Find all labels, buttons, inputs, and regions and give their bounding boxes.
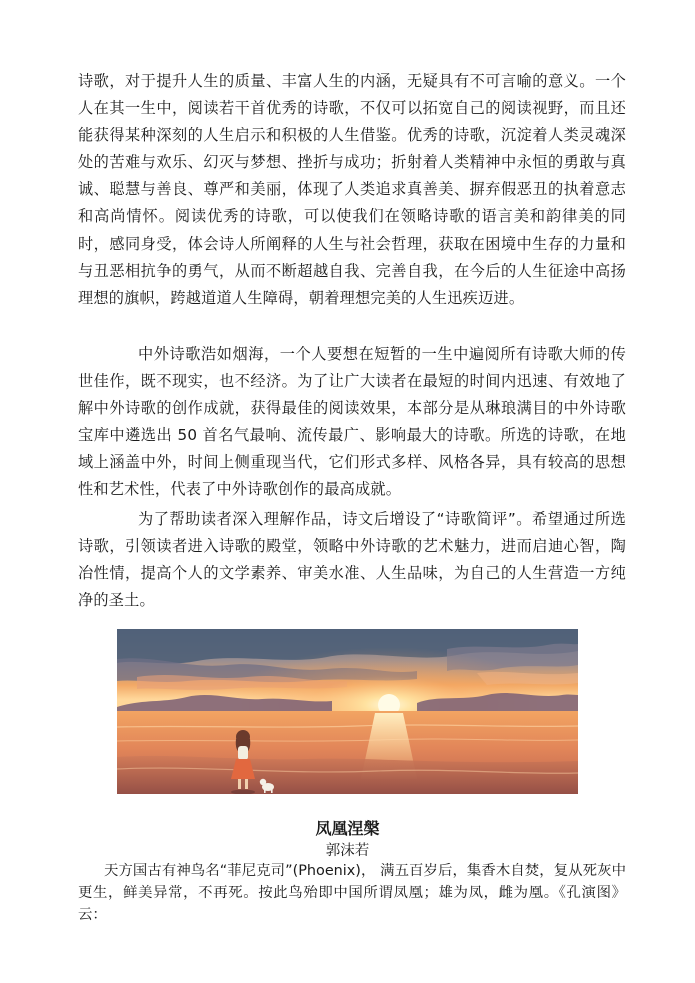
sunset-beach-girl-illustration: [117, 629, 578, 794]
body-paragraph-2: 中外诗歌浩如烟海，一个人要想在短暂的一生中遍阅所有诗歌大师的传世佳作，既不现实，也不经济。为了让广大读者在最短的时间内迅速、有效地了解中外诗歌的创作成就，获得最佳的阅读效果，本部分是从琳琅满目的中外诗歌宝库中遴选出 50 首名气最响、流传最广、影响最大的诗歌。所选的诗歌，在地域上涵盖中外，时间上侧重现当代，它们形式多样、风格各异，具有较高的思想性和艺术性，代表了中外诗歌创作的最高成就。: [78, 345, 626, 499]
poem-author: 郭沫若: [325, 843, 370, 859]
poem-intro: 天方国古有神鸟名“菲尼克司”(Phoenix)， 满五百岁后，集香木自焚，复从死灰中更生，鲜美异常，不再死。按此鸟殆即中国所谓凤凰；雄为凤，雌为凰。《孔演图》云：: [78, 863, 626, 923]
body-paragraph-1: 诗歌，对于提升人生的质量、丰富人生的内涵，无疑具有不可言喻的意义。一个人在其一生中，阅读若干首优秀的诗歌，不仅可以拓宽自己的阅读视野，而且还能获得某种深刻的人生启示和积极的人生借鉴。优秀的诗歌，沉淀着人类灵魂深处的苦难与欢乐、幻灭与梦想、挫折与成功；折射着人类精神中永恒的勇敢与真诚、聪慧与善良、尊严和美丽，体现了人类追求真善美、摒弃假恶丑的执着意志和高尚情怀。阅读优秀的诗歌，可以使我们在领略诗歌的语言美和韵律美的同时，感同身受，体会诗人所阐释的人生与社会哲理，获取在困境中生存的力量和与丑恶相抗争的勇气，从而不断超越自我、完善自我，在今后的人生征途中高扬理想的旗帜，跨越道道人生障碍，朝着理想完美的人生迅疾迈进。: [78, 72, 626, 307]
body-paragraph-3: 为了帮助读者深入理解作品，诗文后增设了“诗歌简评”。希望通过所选诗歌，引领读者进入诗歌的殿堂，领略中外诗歌的艺术魅力，进而启迪心智，陶冶性情，提高个人的文学素养、审美水准、人生品味，为自己的人生营造一方纯净的圣土。: [78, 510, 626, 610]
poem-title: 凤凰涅槃: [315, 819, 380, 838]
